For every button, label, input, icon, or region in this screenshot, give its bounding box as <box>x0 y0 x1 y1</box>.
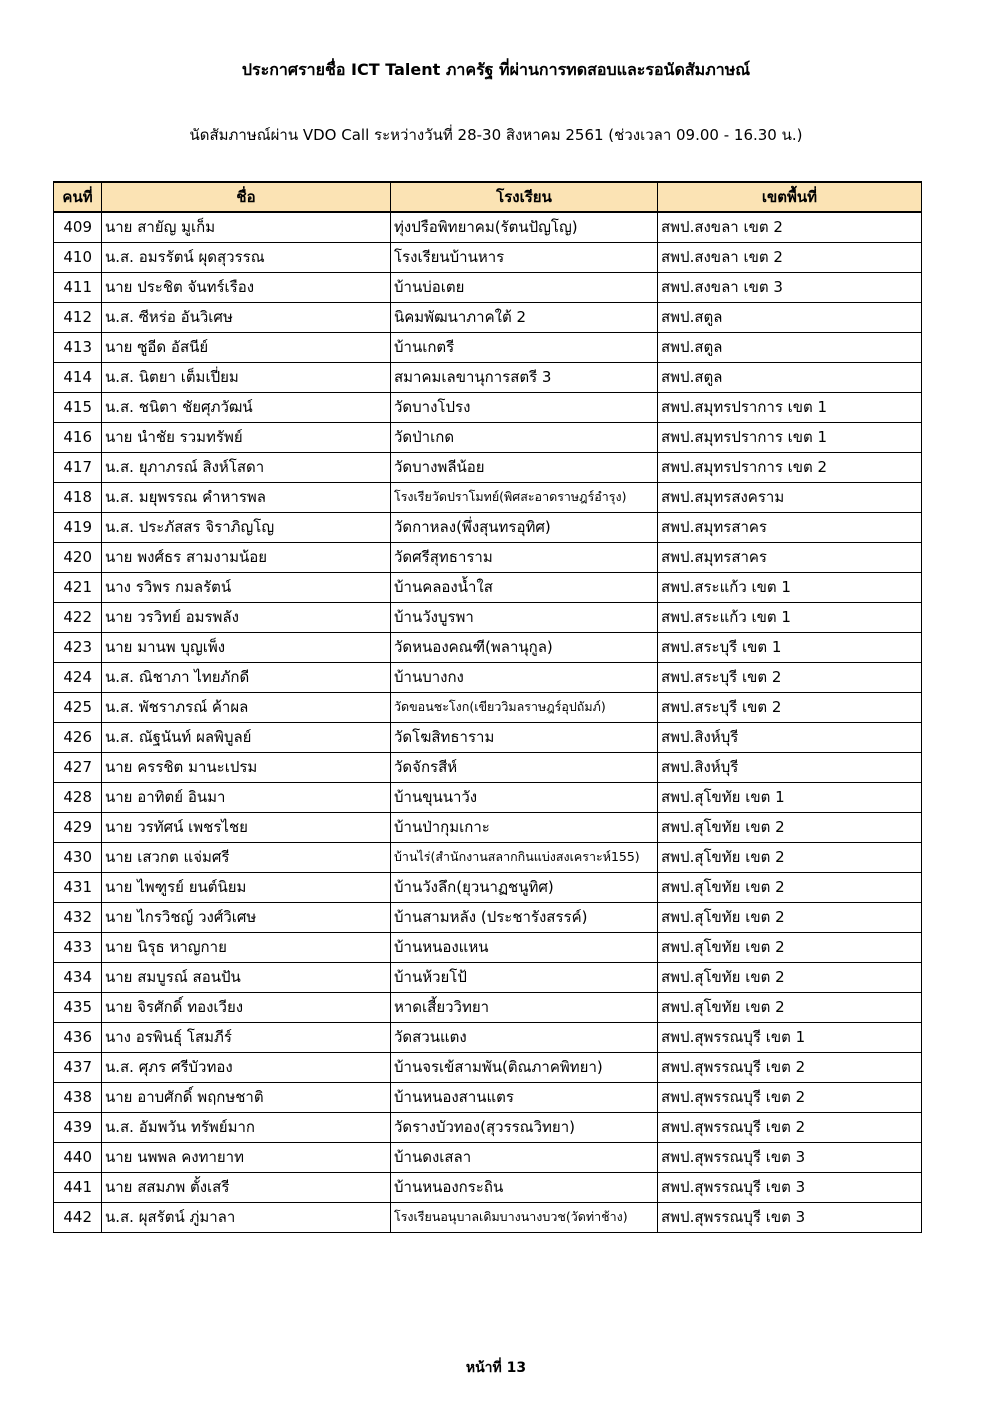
row-school: บ้านสามหลัง (ประชารังสรรค์) <box>391 902 658 932</box>
table-row <box>54 272 922 302</box>
table-row <box>54 212 922 242</box>
row-area: สพป.สงขลา เขต 2 <box>658 242 922 272</box>
row-name: นาย สายัญ มูเก็ม <box>102 212 391 242</box>
row-school: บ้านบางกง <box>391 662 658 692</box>
table-row <box>54 452 922 482</box>
row-area: สพป.สุพรรณบุรี เขต 2 <box>658 1112 922 1142</box>
row-name: น.ส. ประภัสสร จิราภิญโญ <box>102 512 391 542</box>
row-number: 434 <box>54 962 102 992</box>
row-name: นาย วรทัศน์ เพชรไชย <box>102 812 391 842</box>
page-number: หน้าที่ 13 <box>465 1360 527 1376</box>
row-number: 419 <box>54 512 102 542</box>
row-school: สมาคมเลขานุการสตรี 3 <box>391 362 658 392</box>
row-school: บ้านเกตรี <box>391 332 658 362</box>
row-name: น.ส. ศุภร ศรีบัวทอง <box>102 1052 391 1082</box>
table-row <box>54 842 922 872</box>
table-row <box>54 1142 922 1172</box>
row-school: วัดบางพลีน้อย <box>391 452 658 482</box>
row-name: นาย วรวิทย์ อมรพลัง <box>102 602 391 632</box>
row-school: โรงเรียนอนุบาลเดิมบางนางบวช(วัดท่าช้าง) <box>391 1202 658 1232</box>
row-number: 431 <box>54 872 102 902</box>
row-area: สพป.สุพรรณบุรี เขต 2 <box>658 1052 922 1082</box>
table-row <box>54 1082 922 1112</box>
row-name: น.ส. ชนิตา ชัยศุภวัฒน์ <box>102 392 391 422</box>
row-school: วัดรางบัวทอง(สุวรรณวิทยา) <box>391 1112 658 1142</box>
row-area: สพป.สระบุรี เขต 2 <box>658 692 922 722</box>
row-number: 423 <box>54 632 102 662</box>
row-area: สพป.สุพรรณบุรี เขต 2 <box>658 1082 922 1112</box>
table-row <box>54 362 922 392</box>
row-school: วัดป่าเกด <box>391 422 658 452</box>
row-number: 432 <box>54 902 102 932</box>
row-number: 420 <box>54 542 102 572</box>
row-number: 439 <box>54 1112 102 1142</box>
table-row <box>54 542 922 572</box>
table-body <box>54 212 922 1232</box>
table-row <box>54 632 922 662</box>
row-area: สพป.สุโขทัย เขต 2 <box>658 902 922 932</box>
row-name: นาย จิรศักดิ์ ทองเวียง <box>102 992 391 1022</box>
row-number: 410 <box>54 242 102 272</box>
row-number: 429 <box>54 812 102 842</box>
row-area: สพป.สระบุรี เขต 2 <box>658 662 922 692</box>
row-name: น.ส. มยุพรรณ คำหารพล <box>102 482 391 512</box>
row-name: นาย นิรุธ หาญกาย <box>102 932 391 962</box>
page-title: ประกาศรายชื่อ ICT Talent ภาครัฐ ที่ผ่านการทดสอบและรอนัดสัมภาษณ์ <box>241 60 751 79</box>
table-row <box>54 662 922 692</box>
row-name: นาย ประชิต จันทร์เรือง <box>102 272 391 302</box>
row-area: สพป.สิงห์บุรี <box>658 752 922 782</box>
table-row <box>54 932 922 962</box>
row-area: สพป.สมุทรสงคราม <box>658 482 922 512</box>
row-name: นาง อรพินธุ์ โสมภีร์ <box>102 1022 391 1052</box>
row-area: สพป.สมุทรปราการ เขต 1 <box>658 422 922 452</box>
row-number: 412 <box>54 302 102 332</box>
row-name: น.ส. ยุภาภรณ์ สิงห์โสดา <box>102 452 391 482</box>
row-area: สพป.สุโขทัย เขต 2 <box>658 842 922 872</box>
row-school: บ้านหนองแหน <box>391 932 658 962</box>
row-name: นาย ซูอีด อัสนีย์ <box>102 332 391 362</box>
row-number: 422 <box>54 602 102 632</box>
row-area: สพป.สุโขทัย เขต 2 <box>658 962 922 992</box>
row-name: นาย เสวกต แจ่มศรี <box>102 842 391 872</box>
header-school: โรงเรียน <box>391 182 658 212</box>
row-number: 436 <box>54 1022 102 1052</box>
row-school: บ้านป่ากุมเกาะ <box>391 812 658 842</box>
row-name: นาย สสมภพ ตั้งเสรี <box>102 1172 391 1202</box>
row-school: บ้านห้วยโป้ <box>391 962 658 992</box>
row-school: วัดขอนชะโงก(เขียววิมลราษฎร์อุปถัมภ์) <box>391 692 658 722</box>
table-row <box>54 392 922 422</box>
table-row <box>54 902 922 932</box>
row-area: สพป.สงขลา เขต 2 <box>658 212 922 242</box>
row-number: 428 <box>54 782 102 812</box>
row-area: สพป.สุโขทัย เขต 2 <box>658 812 922 842</box>
table-row <box>54 242 922 272</box>
row-number: 441 <box>54 1172 102 1202</box>
header-number: คนที่ <box>54 182 102 212</box>
row-school: วัดจักรสีห์ <box>391 752 658 782</box>
table-row <box>54 302 922 332</box>
row-school: บ้านคลองน้ำใส <box>391 572 658 602</box>
row-name: นาง รวิพร กมลรัตน์ <box>102 572 391 602</box>
row-area: สพป.สระบุรี เขต 1 <box>658 632 922 662</box>
row-area: สพป.สมุทรปราการ เขต 2 <box>658 452 922 482</box>
row-number: 413 <box>54 332 102 362</box>
row-school: บ้านจรเข้สามพัน(ติณภาคพิทยา) <box>391 1052 658 1082</box>
row-name: นาย ครรชิต มานะเปรม <box>102 752 391 782</box>
row-number: 424 <box>54 662 102 692</box>
row-area: สพป.สิงห์บุรี <box>658 722 922 752</box>
row-area: สพป.สุพรรณบุรี เขต 3 <box>658 1202 922 1232</box>
row-area: สพป.สระแก้ว เขต 1 <box>658 572 922 602</box>
row-school: บ้านหนองกระถิน <box>391 1172 658 1202</box>
table-row <box>54 1052 922 1082</box>
row-number: 416 <box>54 422 102 452</box>
row-number: 433 <box>54 932 102 962</box>
row-area: สพป.สุพรรณบุรี เขต 3 <box>658 1142 922 1172</box>
row-name: น.ส. ณัฐนันท์ ผลพิบูลย์ <box>102 722 391 752</box>
row-school: วัดสวนแตง <box>391 1022 658 1052</box>
table-row <box>54 1172 922 1202</box>
row-number: 411 <box>54 272 102 302</box>
table-row <box>54 332 922 362</box>
row-name: น.ส. ณิชาภา ไทยภักดี <box>102 662 391 692</box>
row-school: บ้านวังบูรพา <box>391 602 658 632</box>
table-row <box>54 692 922 722</box>
row-area: สพป.สุโขทัย เขต 1 <box>658 782 922 812</box>
table-row <box>54 602 922 632</box>
row-name: น.ส. ผุสรัตน์ ภู่มาลา <box>102 1202 391 1232</box>
row-area: สพป.สตูล <box>658 362 922 392</box>
table-row <box>54 1022 922 1052</box>
table-row <box>54 752 922 782</box>
row-school: บ้านไร่(สำนักงานสลากกินแบ่งสงเคราะห์155) <box>391 842 658 872</box>
row-number: 421 <box>54 572 102 602</box>
row-number: 440 <box>54 1142 102 1172</box>
row-name: น.ส. พัชราภรณ์ ค้าผล <box>102 692 391 722</box>
candidate-table <box>53 181 922 1233</box>
row-name: นาย ไกรวิชญ์ วงศ์วิเศษ <box>102 902 391 932</box>
row-school: วัดบางโปรง <box>391 392 658 422</box>
row-number: 425 <box>54 692 102 722</box>
row-area: สพป.สุพรรณบุรี เขต 1 <box>658 1022 922 1052</box>
row-name: น.ส. อมรรัตน์ ผุดสุวรรณ <box>102 242 391 272</box>
table-header-row <box>54 182 922 212</box>
row-area: สพป.สตูล <box>658 332 922 362</box>
page-subtitle: นัดสัมภาษณ์ผ่าน VDO Call ระหว่างวันที่ 28-30 สิงหาคม 2561 (ช่วงเวลา 09.00 - 16.30 น.) <box>189 126 803 144</box>
row-name: นาย ไพฑูรย์ ยนต์นิยม <box>102 872 391 902</box>
table-row <box>54 872 922 902</box>
row-school: บ้านหนองสานแตร <box>391 1082 658 1112</box>
table-row <box>54 572 922 602</box>
table-row <box>54 782 922 812</box>
row-name: นาย นพพล คงทายาท <box>102 1142 391 1172</box>
table-row <box>54 812 922 842</box>
row-school: วัดศรีสุทธาราม <box>391 542 658 572</box>
row-name: นาย มานพ บุญเพ็ง <box>102 632 391 662</box>
table-row <box>54 422 922 452</box>
table-row <box>54 992 922 1022</box>
row-area: สพป.สตูล <box>658 302 922 332</box>
row-name: น.ส. นิตยา เต็มเปี่ยม <box>102 362 391 392</box>
row-number: 418 <box>54 482 102 512</box>
row-name: นาย พงศ์ธร สามงามน้อย <box>102 542 391 572</box>
row-name: น.ส. อัมพวัน ทรัพย์มาก <box>102 1112 391 1142</box>
row-number: 417 <box>54 452 102 482</box>
row-school: บ้านวังลึก(ยุวนาฏชนูทิศ) <box>391 872 658 902</box>
row-number: 437 <box>54 1052 102 1082</box>
row-name: นาย อาบศักดิ์ พฤกษชาติ <box>102 1082 391 1112</box>
row-area: สพป.สุพรรณบุรี เขต 3 <box>658 1172 922 1202</box>
row-number: 415 <box>54 392 102 422</box>
row-number: 442 <box>54 1202 102 1232</box>
row-school: บ้านดงเสลา <box>391 1142 658 1172</box>
table-row <box>54 1112 922 1142</box>
row-number: 426 <box>54 722 102 752</box>
table-row <box>54 1202 922 1232</box>
table-row <box>54 482 922 512</box>
table-row <box>54 512 922 542</box>
row-area: สพป.สมุทรสาคร <box>658 512 922 542</box>
header-name: ชื่อ <box>102 182 391 212</box>
row-school: วัดกาหลง(พึ่งสุนทรอุทิศ) <box>391 512 658 542</box>
row-area: สพป.สระแก้ว เขต 1 <box>658 602 922 632</box>
row-name: นาย สมบูรณ์ สอนปัน <box>102 962 391 992</box>
row-number: 409 <box>54 212 102 242</box>
table-row <box>54 962 922 992</box>
row-number: 435 <box>54 992 102 1022</box>
table-row <box>54 722 922 752</box>
row-area: สพป.สุโขทัย เขต 2 <box>658 992 922 1022</box>
row-name: นาย นำชัย รวมทรัพย์ <box>102 422 391 452</box>
row-number: 414 <box>54 362 102 392</box>
row-area: สพป.สุโขทัย เขต 2 <box>658 932 922 962</box>
row-name: น.ส. ซีหร่อ อันวิเศษ <box>102 302 391 332</box>
header-area: เขตพื้นที่ <box>658 182 922 212</box>
row-area: สพป.สุโขทัย เขต 2 <box>658 872 922 902</box>
row-school: บ้านบ่อเตย <box>391 272 658 302</box>
row-area: สพป.สมุทรสาคร <box>658 542 922 572</box>
row-school: บ้านขุนนาวัง <box>391 782 658 812</box>
row-name: นาย อาทิตย์ อินมา <box>102 782 391 812</box>
row-school: วัดหนองคณฑี(พลานุกูล) <box>391 632 658 662</box>
row-number: 427 <box>54 752 102 782</box>
row-school: หาดเสี้ยววิทยา <box>391 992 658 1022</box>
row-school: นิคมพัฒนาภาคใต้ 2 <box>391 302 658 332</box>
row-school: ทุ่งปรือพิทยาคม(รัตนปัญโญ) <box>391 212 658 242</box>
row-school: โรงเรียวัดปราโมทย์(พิศสะอาดราษฎร์อำรุง) <box>391 482 658 512</box>
row-area: สพป.สมุทรปราการ เขต 1 <box>658 392 922 422</box>
row-number: 438 <box>54 1082 102 1112</box>
row-school: โรงเรียนบ้านหาร <box>391 242 658 272</box>
row-number: 430 <box>54 842 102 872</box>
row-area: สพป.สงขลา เขต 3 <box>658 272 922 302</box>
row-school: วัดโฆสิทธาราม <box>391 722 658 752</box>
